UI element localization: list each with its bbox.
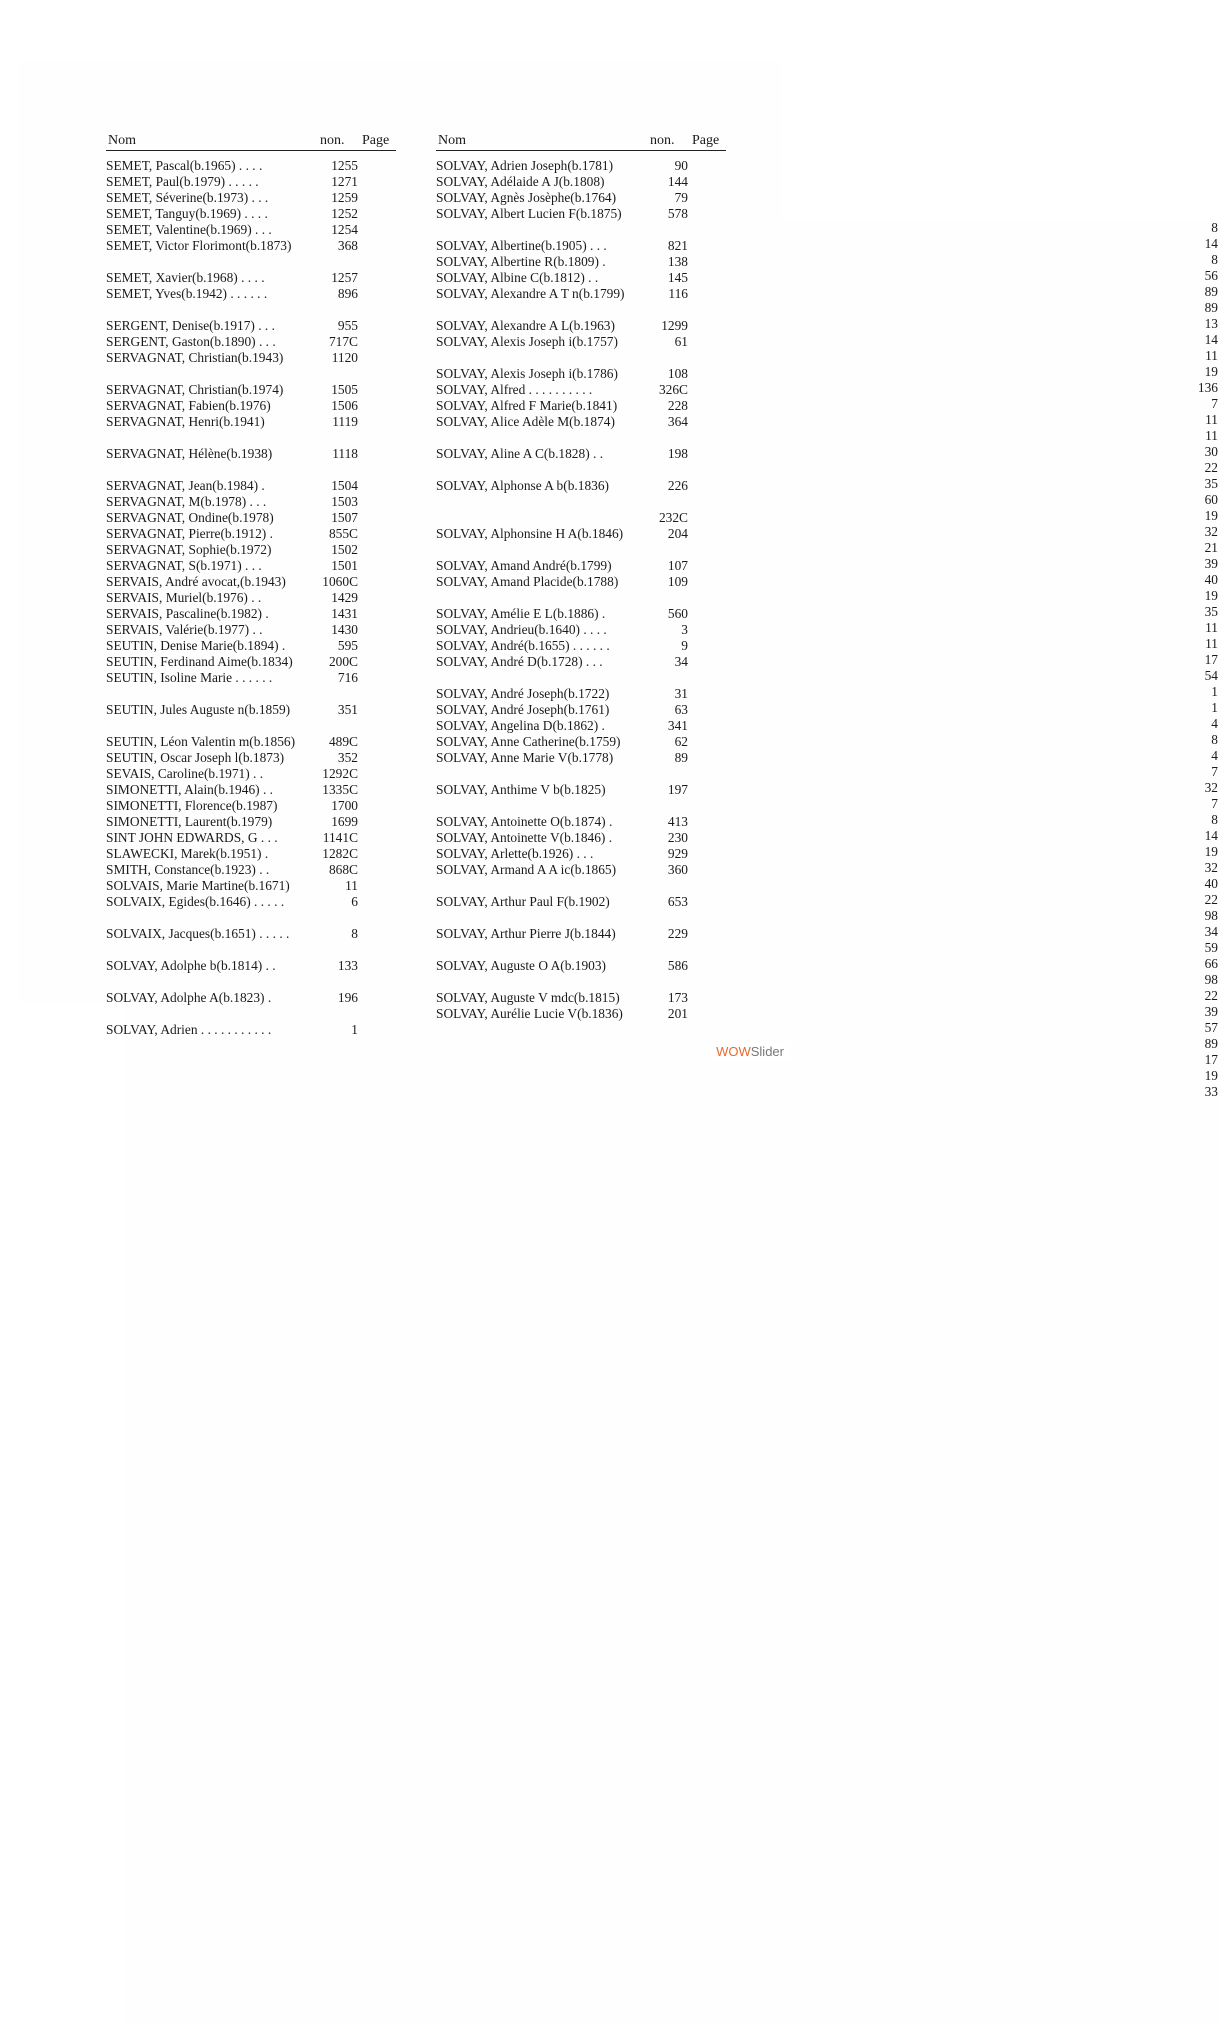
entry-non: 62 bbox=[674, 734, 688, 749]
entry-page: 35 bbox=[454, 604, 1218, 1544]
entry-non: 1292C bbox=[322, 766, 358, 781]
entry-name: SOLVAY, Anthime V b(b.1825) bbox=[436, 782, 606, 797]
entry-name: SIMONETTI, Laurent(b.1979) bbox=[106, 814, 273, 829]
entry-non: 578 bbox=[667, 206, 688, 221]
entry-name: SOLVAIS, Marie Martine(b.1671) bbox=[106, 878, 290, 893]
entry-page: 8 bbox=[454, 252, 1218, 1192]
index-entry bbox=[106, 766, 396, 782]
entry-non: 197 bbox=[667, 782, 688, 797]
entry-non: 413 bbox=[667, 814, 688, 829]
index-entry bbox=[106, 638, 396, 654]
entry-page: 39 bbox=[454, 1004, 1218, 1944]
entry-non: 1 bbox=[351, 1022, 358, 1037]
index-entry bbox=[106, 286, 396, 302]
entry-page: 22 bbox=[454, 988, 1218, 1928]
entry-page: 17 bbox=[454, 652, 1218, 1592]
index-entry bbox=[106, 398, 396, 414]
entry-non: 1118 bbox=[332, 446, 358, 461]
index-entry bbox=[106, 654, 396, 670]
entry-name: SERVAGNAT, M(b.1978) . . . bbox=[106, 494, 267, 509]
entry-name: SEMET, Valentine(b.1969) . . . bbox=[106, 222, 272, 237]
entry-name: SOLVAY, Antoinette O(b.1874) . bbox=[436, 814, 613, 829]
index-entry bbox=[106, 910, 396, 926]
entry-page: 17 bbox=[454, 1052, 1218, 1992]
entry-name: SOLVAY, Antoinette V(b.1846) . bbox=[436, 830, 613, 845]
index-entry bbox=[106, 862, 396, 878]
index-entry bbox=[106, 526, 396, 542]
entry-page: 19 bbox=[454, 508, 1218, 1448]
entry-name: SOLVAY, Alphonsine H A(b.1846) bbox=[436, 526, 624, 541]
entry-non: 145 bbox=[667, 270, 688, 285]
entry-non: 226 bbox=[667, 478, 688, 493]
entry-non: 1254 bbox=[331, 222, 358, 237]
entry-non: 198 bbox=[667, 446, 688, 461]
entry-name: SOLVAY, Agnès Josèphe(b.1764) bbox=[436, 190, 617, 205]
entry-non: 896 bbox=[337, 286, 358, 301]
entry-name: SERVAIS, Valérie(b.1977) . . bbox=[106, 622, 263, 637]
header-name: Nom bbox=[438, 133, 466, 148]
entry-non: 364 bbox=[667, 414, 688, 429]
entry-page: 4 bbox=[454, 748, 1218, 1688]
entry-name: SOLVAY, Alexandre A T n(b.1799) bbox=[436, 286, 625, 301]
index-entry bbox=[106, 174, 396, 190]
entry-non: 61 bbox=[674, 334, 688, 349]
entry-non: 9 bbox=[681, 638, 688, 653]
entry-non: 653 bbox=[667, 894, 688, 909]
entry-non: 360 bbox=[667, 862, 688, 877]
entry-non: 232C bbox=[658, 510, 688, 525]
entry-non: 1503 bbox=[331, 494, 358, 509]
entry-name: SERGENT, Gaston(b.1890) . . . bbox=[106, 334, 276, 349]
entry-non: 1060C bbox=[322, 574, 358, 589]
entry-non: 1504 bbox=[331, 478, 358, 493]
entry-name: SERVAGNAT, Hélène(b.1938) bbox=[106, 446, 273, 461]
entry-non: 1429 bbox=[331, 590, 358, 605]
entry-name: SOLVAY, André Joseph(b.1761) bbox=[436, 702, 610, 717]
entry-non: 489C bbox=[328, 734, 358, 749]
entry-page: 11 bbox=[454, 412, 1218, 1352]
index-column-left bbox=[106, 132, 396, 1038]
entry-page: 13 bbox=[454, 316, 1218, 1256]
header-page: Page bbox=[362, 133, 390, 148]
index-entry bbox=[106, 238, 396, 254]
entry-non: 138 bbox=[667, 254, 688, 269]
index-entry bbox=[106, 478, 396, 494]
entry-name: SERVAGNAT, Ondine(b.1978) bbox=[106, 510, 274, 525]
entry-name: SERVAIS, André avocat,(b.1943) bbox=[106, 574, 286, 589]
index-entry bbox=[106, 1006, 396, 1022]
entry-non: 855C bbox=[328, 526, 358, 541]
entry-non: 1699 bbox=[331, 814, 358, 829]
entry-non: 1430 bbox=[331, 622, 358, 637]
entry-non: 201 bbox=[667, 1006, 688, 1021]
entry-name: SOLVAY, Albertine R(b.1809) . bbox=[436, 254, 606, 269]
entry-name: SOLVAY, Amélie E L(b.1886) . bbox=[436, 606, 606, 621]
entry-name: SERVAGNAT, Christian(b.1974) bbox=[106, 382, 284, 397]
entry-page: 66 bbox=[454, 956, 1218, 1896]
entry-page: 57 bbox=[454, 1020, 1218, 1960]
entry-name: SOLVAY, Adolphe b(b.1814) . . bbox=[106, 958, 276, 973]
entry-non: 1271 bbox=[331, 174, 358, 189]
index-entry bbox=[106, 990, 396, 1006]
entry-page: 34 bbox=[454, 924, 1218, 1864]
entry-non: 955 bbox=[337, 318, 358, 333]
entry-non: 1505 bbox=[331, 382, 358, 397]
entry-page: 19 bbox=[454, 844, 1218, 1784]
entry-non: 204 bbox=[667, 526, 688, 541]
entry-non: 1501 bbox=[331, 558, 358, 573]
entry-name: SEMET, Paul(b.1979) . . . . . bbox=[106, 174, 259, 189]
entry-non: 1431 bbox=[331, 606, 358, 621]
entry-non: 228 bbox=[667, 398, 688, 413]
entry-non: 196 bbox=[337, 990, 358, 1005]
entry-non: 8 bbox=[351, 926, 358, 941]
index-entry bbox=[106, 894, 396, 910]
index-entry bbox=[106, 414, 396, 430]
index-entry bbox=[106, 190, 396, 206]
index-entry bbox=[106, 686, 396, 702]
entry-non: 173 bbox=[667, 990, 688, 1005]
entry-name: SOLVAY, André(b.1655) . . . . . . bbox=[436, 638, 610, 653]
entry-name: SEUTIN, Denise Marie(b.1894) . bbox=[106, 638, 286, 653]
entry-name: SOLVAY, Angelina D(b.1862) . bbox=[436, 718, 605, 733]
index-entry bbox=[106, 334, 396, 350]
entry-non: 1257 bbox=[331, 270, 358, 285]
index-entry bbox=[106, 350, 396, 366]
entry-non: 79 bbox=[674, 190, 688, 205]
entry-page: 32 bbox=[454, 780, 1218, 1720]
entry-name: SEMET, Victor Florimont(b.1873) bbox=[106, 238, 292, 253]
entry-non: 595 bbox=[337, 638, 358, 653]
entry-name: SOLVAY, Aline A C(b.1828) . . bbox=[436, 446, 604, 461]
entry-page: 89 bbox=[454, 284, 1218, 1224]
entry-non: 1700 bbox=[331, 798, 358, 813]
entry-non: 1335C bbox=[322, 782, 358, 797]
entry-page: 40 bbox=[454, 572, 1218, 1512]
index-entry bbox=[106, 494, 396, 510]
index-entry bbox=[106, 430, 396, 446]
entry-non: 3 bbox=[681, 622, 688, 637]
index-entry bbox=[106, 718, 396, 734]
index-entry bbox=[106, 782, 396, 798]
entry-page: 11 bbox=[454, 348, 1218, 1288]
entry-page: 54 bbox=[454, 668, 1218, 1608]
entry-name: SOLVAY, Auguste O A(b.1903) bbox=[436, 958, 607, 973]
entry-non: 144 bbox=[667, 174, 688, 189]
index-entry bbox=[106, 302, 396, 318]
index-entry bbox=[106, 222, 396, 238]
entry-name: SIMONETTI, Alain(b.1946) . . bbox=[106, 782, 273, 797]
entry-page: 98 bbox=[454, 908, 1218, 1848]
entry-name: SOLVAY, Adrien . . . . . . . . . . . bbox=[106, 1022, 272, 1037]
entry-name: SEMET, Xavier(b.1968) . . . . bbox=[106, 270, 265, 285]
entry-non: 1507 bbox=[331, 510, 358, 525]
entry-name: SERVAGNAT, Fabien(b.1976) bbox=[106, 398, 271, 413]
entry-page: 89 bbox=[454, 1036, 1218, 1976]
index-entry bbox=[106, 606, 396, 622]
entry-name: SOLVAY, Anne Marie V(b.1778) bbox=[436, 750, 614, 765]
entry-non: 1299 bbox=[661, 318, 688, 333]
entry-name: SOLVAY, Arthur Paul F(b.1902) bbox=[436, 894, 610, 909]
index-entry bbox=[106, 926, 396, 942]
column-header bbox=[106, 132, 396, 151]
entry-page: 4 bbox=[454, 716, 1218, 1656]
entry-name: SOLVAY, André D(b.1728) . . . bbox=[436, 654, 603, 669]
entry-name: SOLVAY, Alice Adèle M(b.1874) bbox=[436, 414, 615, 429]
entry-page: 19 bbox=[454, 364, 1218, 1304]
index-entry bbox=[106, 510, 396, 526]
entry-page: 136 bbox=[454, 380, 1218, 1320]
entry-page: 32 bbox=[454, 524, 1218, 1464]
entry-page: 11 bbox=[454, 620, 1218, 1560]
entry-non: 326C bbox=[658, 382, 688, 397]
index-entry bbox=[106, 206, 396, 222]
entry-name: SEMET, Pascal(b.1965) . . . . bbox=[106, 158, 263, 173]
entry-page: 59 bbox=[454, 940, 1218, 1880]
entry-page: 33 bbox=[454, 1084, 1218, 2024]
entry-non: 368 bbox=[337, 238, 358, 253]
header-non: non. bbox=[650, 133, 675, 148]
entry-name: SERVAGNAT, Pierre(b.1912) . bbox=[106, 526, 273, 541]
entry-name: SEUTIN, Oscar Joseph l(b.1873) bbox=[106, 750, 285, 765]
entry-page: 1 bbox=[454, 684, 1218, 1624]
index-entry bbox=[106, 574, 396, 590]
entry-name: SOLVAY, Albertine(b.1905) . . . bbox=[436, 238, 607, 253]
entry-name: SOLVAY, Albine C(b.1812) . . bbox=[436, 270, 599, 285]
entry-name: SIMONETTI, Florence(b.1987) bbox=[106, 798, 278, 813]
index-entry bbox=[106, 670, 396, 686]
entry-page: 89 bbox=[454, 300, 1218, 1240]
entry-page: 19 bbox=[454, 588, 1218, 1528]
entry-name: SOLVAY, Amand Placide(b.1788) bbox=[436, 574, 619, 589]
index-entry bbox=[106, 382, 396, 398]
entry-page: 60 bbox=[454, 492, 1218, 1432]
entry-page: 35 bbox=[454, 476, 1218, 1416]
entry-page: 7 bbox=[454, 396, 1218, 1336]
index-entry bbox=[106, 366, 396, 382]
entry-non: 1255 bbox=[331, 158, 358, 173]
entry-non: 586 bbox=[667, 958, 688, 973]
entry-page: 14 bbox=[454, 332, 1218, 1272]
index-entry bbox=[106, 318, 396, 334]
entry-name: SOLVAY, Alphonse A b(b.1836) bbox=[436, 478, 610, 493]
entry-page: 11 bbox=[454, 428, 1218, 1368]
entry-non: 6 bbox=[351, 894, 358, 909]
entry-name: SOLVAY, Adélaide A J(b.1808) bbox=[436, 174, 605, 189]
entry-non: 108 bbox=[667, 366, 688, 381]
entry-non: 109 bbox=[667, 574, 688, 589]
index-entry bbox=[106, 590, 396, 606]
entry-name: SERVAIS, Pascaline(b.1982) . bbox=[106, 606, 269, 621]
entry-non: 1502 bbox=[331, 542, 358, 557]
entry-non: 116 bbox=[668, 286, 688, 301]
entry-name: SERVAGNAT, Henri(b.1941) bbox=[106, 414, 265, 429]
entry-page: 21 bbox=[454, 540, 1218, 1480]
index-entry bbox=[106, 958, 396, 974]
index-entry bbox=[106, 942, 396, 958]
entry-name: SMITH, Constance(b.1923) . . bbox=[106, 862, 270, 877]
entry-name: SOLVAY, Alexis Joseph i(b.1757) bbox=[436, 334, 618, 349]
entry-name: SEUTIN, Isoline Marie . . . . . . bbox=[106, 670, 273, 685]
entry-non: 341 bbox=[667, 718, 688, 733]
watermark-part1: WOW bbox=[716, 1044, 751, 1059]
entry-non: 1141C bbox=[322, 830, 358, 845]
entry-non: 1259 bbox=[331, 190, 358, 205]
entry-non: 200C bbox=[328, 654, 358, 669]
entry-page: 11 bbox=[454, 636, 1218, 1576]
entry-page: 8 bbox=[454, 220, 1218, 1160]
entry-name: SOLVAY, Alexis Joseph i(b.1786) bbox=[436, 366, 618, 381]
entry-name: SLAWECKI, Marek(b.1951) . bbox=[106, 846, 269, 861]
index-entry bbox=[106, 462, 396, 478]
entry-name: SOLVAY, Armand A A ic(b.1865) bbox=[436, 862, 617, 877]
entry-name: SOLVAY, Alfred F Marie(b.1841) bbox=[436, 398, 618, 413]
entry-page: 56 bbox=[454, 268, 1218, 1208]
entry-non: 1282C bbox=[322, 846, 358, 861]
entry-name: SOLVAY, Adolphe A(b.1823) . bbox=[106, 990, 272, 1005]
entry-name: SOLVAY, Alfred . . . . . . . . . . bbox=[436, 382, 593, 397]
wowslider-watermark bbox=[710, 1042, 790, 1061]
entry-non: 868C bbox=[328, 862, 358, 877]
index-entry bbox=[106, 830, 396, 846]
entry-name: SEUTIN, Jules Auguste n(b.1859) bbox=[106, 702, 291, 717]
entry-non: 90 bbox=[674, 158, 688, 173]
index-entry bbox=[106, 798, 396, 814]
entry-page: 39 bbox=[454, 556, 1218, 1496]
index-rows-left bbox=[106, 158, 396, 1038]
index-entry bbox=[106, 750, 396, 766]
index-entry bbox=[106, 878, 396, 894]
entry-name: SERVAGNAT, Christian(b.1943) bbox=[106, 350, 284, 365]
entry-name: SEUTIN, Ferdinand Aime(b.1834) bbox=[106, 654, 293, 669]
entry-name: SEVAIS, Caroline(b.1971) . . bbox=[106, 766, 264, 781]
entry-page: 30 bbox=[454, 444, 1218, 1384]
entry-non: 717C bbox=[328, 334, 358, 349]
index-entry bbox=[106, 1022, 396, 1038]
entry-non: 560 bbox=[667, 606, 688, 621]
entry-name: SERVAGNAT, Sophie(b.1972) bbox=[106, 542, 272, 557]
entry-name: SEMET, Séverine(b.1973) . . . bbox=[106, 190, 269, 205]
entry-name: SOLVAY, Adrien Joseph(b.1781) bbox=[436, 158, 614, 173]
entry-name: SOLVAY, Auguste V mdc(b.1815) bbox=[436, 990, 620, 1005]
entry-non: 133 bbox=[337, 958, 358, 973]
index-entry bbox=[106, 622, 396, 638]
entry-name: SOLVAY, Alexandre A L(b.1963) bbox=[436, 318, 615, 333]
entry-name: SEMET, Tanguy(b.1969) . . . . bbox=[106, 206, 268, 221]
entry-page: 1 bbox=[454, 700, 1218, 1640]
header-page: Page bbox=[692, 133, 720, 148]
entry-name: SEMET, Yves(b.1942) . . . . . . bbox=[106, 286, 268, 301]
header-non: non. bbox=[320, 133, 345, 148]
index-entry bbox=[106, 734, 396, 750]
entry-name: SERVAIS, Muriel(b.1976) . . bbox=[106, 590, 262, 605]
entry-non: 1252 bbox=[331, 206, 358, 221]
entry-name: SOLVAIX, Egides(b.1646) . . . . . bbox=[106, 894, 285, 909]
entry-name: SERVAGNAT, Jean(b.1984) . bbox=[106, 478, 265, 493]
index-entry bbox=[106, 446, 396, 462]
entry-name: SEUTIN, Léon Valentin m(b.1856) bbox=[106, 734, 296, 749]
entry-name: SOLVAIX, Jacques(b.1651) . . . . . bbox=[106, 926, 290, 941]
index-entry bbox=[106, 254, 396, 270]
entry-name: SOLVAY, Anne Catherine(b.1759) bbox=[436, 734, 621, 749]
column-header bbox=[436, 132, 726, 151]
entry-non: 230 bbox=[667, 830, 688, 845]
entry-non: 34 bbox=[674, 654, 688, 669]
entry-name: SINT JOHN EDWARDS, G . . . bbox=[106, 830, 278, 845]
entry-non: 1119 bbox=[332, 414, 358, 429]
entry-non: 63 bbox=[674, 702, 688, 717]
entry-name: SERGENT, Denise(b.1917) . . . bbox=[106, 318, 275, 333]
entry-non: 352 bbox=[337, 750, 358, 765]
entry-page: 40 bbox=[454, 876, 1218, 1816]
watermark-part2: Slider bbox=[750, 1044, 784, 1059]
entry-page: 98 bbox=[454, 972, 1218, 1912]
entry-name: SERVAGNAT, S(b.1971) . . . bbox=[106, 558, 262, 573]
entry-non: 107 bbox=[667, 558, 688, 573]
entry-page: 7 bbox=[454, 764, 1218, 1704]
entry-non: 89 bbox=[674, 750, 688, 765]
entry-name: SOLVAY, Arlette(b.1926) . . . bbox=[436, 846, 594, 861]
entry-name: SOLVAY, Andrieu(b.1640) . . . . bbox=[436, 622, 607, 637]
entry-non: 229 bbox=[667, 926, 688, 941]
entry-name: SOLVAY, Arthur Pierre J(b.1844) bbox=[436, 926, 616, 941]
entry-non: 1120 bbox=[331, 350, 358, 365]
entry-non: 716 bbox=[337, 670, 358, 685]
entry-non: 929 bbox=[667, 846, 688, 861]
index-entry bbox=[106, 814, 396, 830]
index-entry bbox=[106, 974, 396, 990]
entry-non: 821 bbox=[667, 238, 688, 253]
index-entry bbox=[106, 702, 396, 718]
entry-page: 22 bbox=[454, 892, 1218, 1832]
entry-name: SOLVAY, Aurélie Lucie V(b.1836) bbox=[436, 1006, 623, 1021]
index-entry bbox=[106, 558, 396, 574]
entry-page: 14 bbox=[454, 236, 1218, 1176]
index-entry bbox=[106, 158, 396, 174]
entry-non: 1506 bbox=[331, 398, 358, 413]
entry-non: 11 bbox=[345, 878, 358, 893]
entry-name: SOLVAY, André Joseph(b.1722) bbox=[436, 686, 610, 701]
index-entry bbox=[106, 542, 396, 558]
entry-page: 14 bbox=[454, 828, 1218, 1768]
index-entry bbox=[106, 846, 396, 862]
entry-page: 8 bbox=[454, 732, 1218, 1672]
entry-page: 22 bbox=[454, 460, 1218, 1400]
entry-name: SOLVAY, Amand André(b.1799) bbox=[436, 558, 612, 573]
entry-name: SOLVAY, Albert Lucien F(b.1875) bbox=[436, 206, 622, 221]
entry-non: 351 bbox=[337, 702, 358, 717]
header-name: Nom bbox=[108, 133, 136, 148]
entry-page: 8 bbox=[454, 812, 1218, 1752]
entry-page: 7 bbox=[454, 796, 1218, 1736]
index-entry bbox=[106, 270, 396, 286]
entry-page: 32 bbox=[454, 860, 1218, 1800]
entry-non: 31 bbox=[674, 686, 688, 701]
entry-page: 19 bbox=[454, 1068, 1218, 2008]
